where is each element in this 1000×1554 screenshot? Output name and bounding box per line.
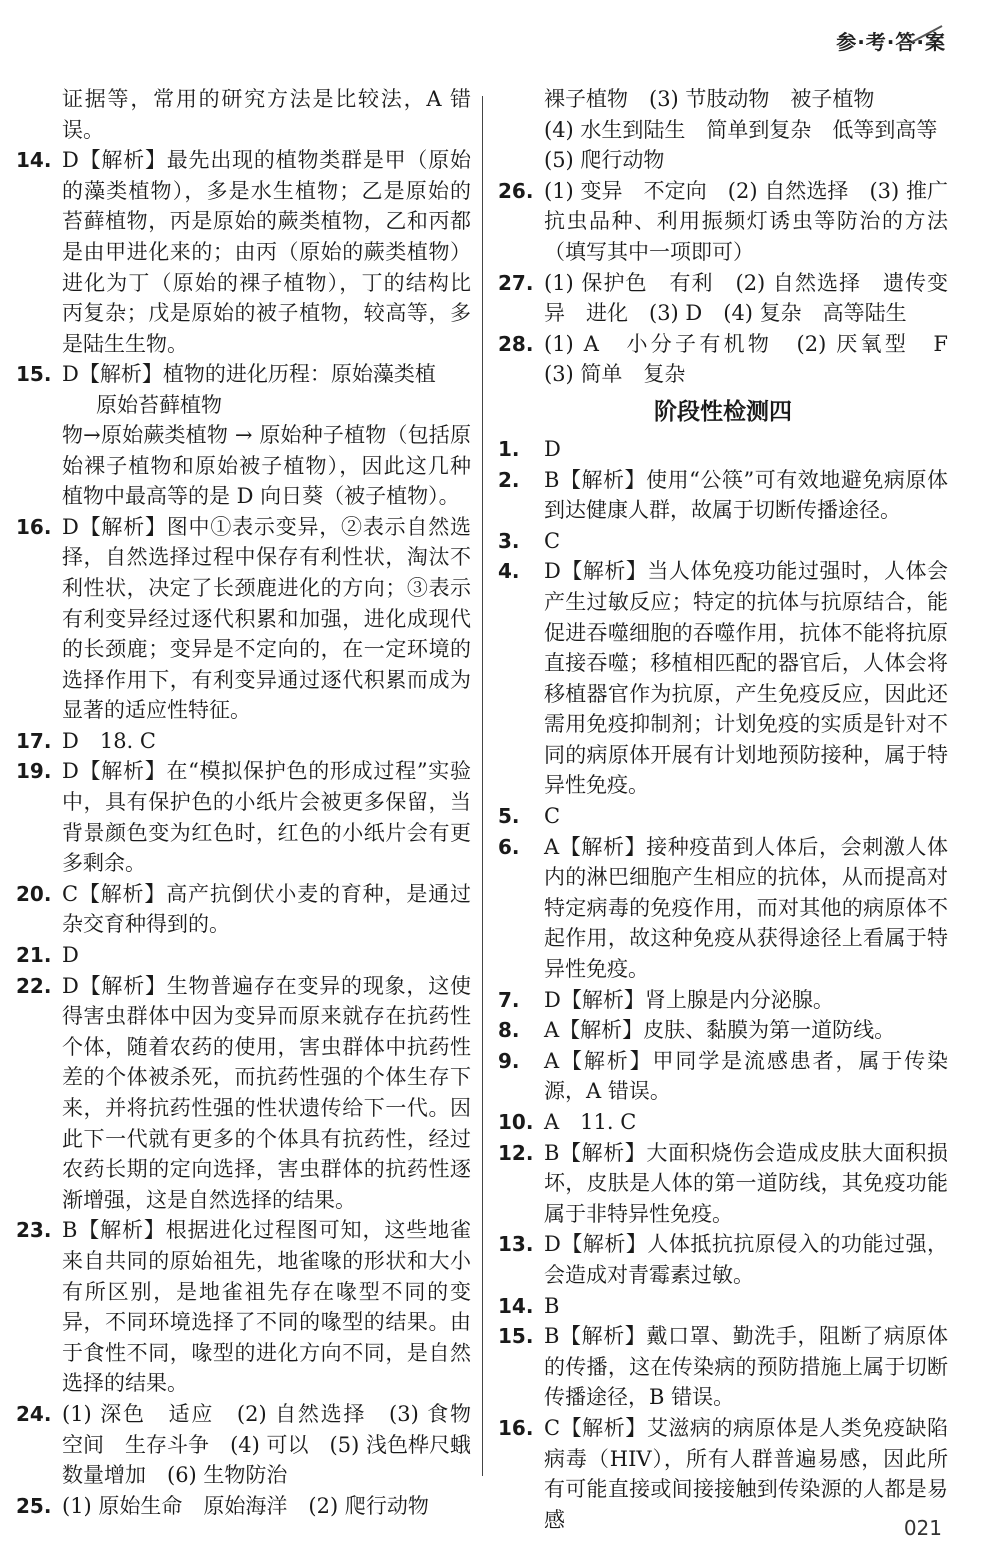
answer-text — [62, 1399, 492, 1491]
question-number: 12. — [498, 1140, 534, 1165]
answer-text-main: (1) 保护色 有利 (2) 自然选择 遗传变异 进化 (3) D (4) 复杂 高等陆生 — [544, 270, 948, 326]
answer-item — [498, 176, 948, 268]
answer-item — [498, 145, 948, 176]
answer-item — [16, 1215, 471, 1399]
answer-text — [544, 176, 948, 268]
answer-text-main: (5) 爬行动物 — [544, 148, 665, 173]
answer-text-main: 裸子植物 (3) 节肢动物 被子植物 — [544, 87, 875, 111]
answer-text-main: D【解析】图中①表示变异，②表示自然选择，自然选择过程中保存有利性状，淘汰不利性状，决定了长颈鹿进化的方向；③表示有利变异经过逐代积累和加强，进化成现代的长颈鹿；变异是不定向的，在一定环境的选择作用下，有利变异通过逐代积累而成为显著的适应性特征。 — [62, 514, 471, 723]
answer-text — [544, 556, 948, 801]
answer-text-main: (1) A 小分子有机物 (2) 厌氧型 F (3) 简单 复杂 — [544, 331, 969, 387]
answer-item — [16, 1399, 492, 1491]
answer-item — [498, 801, 948, 832]
question-number: 10. — [498, 1110, 534, 1134]
question-number: 8. — [498, 1018, 520, 1043]
question-number: 25. — [16, 1493, 52, 1518]
answer-text — [544, 526, 948, 557]
answer-item — [498, 115, 948, 146]
answer-item — [16, 879, 471, 940]
question-number: 20. — [16, 881, 52, 906]
answer-text — [62, 359, 471, 511]
answer-text-main: A【解析】皮肤、黏膜为第一道防线。 — [544, 1018, 896, 1043]
answer-text-main: D【解析】当人体免疫功能过强时，人体会产生过敏反应；特定的抗体与抗原结合，能促进吞噬细胞的吞噬作用，抗体不能将抗原直接吞噬；移植相匹配的器官后，人体会将移植器官作为抗原，产生免疫反应，因此还需用免疫抑制剂；计划免疫的实质是针对不同的病原体开展有计划地预防接种，属于特异性免疫。 — [544, 559, 948, 798]
answer-text-main: D【解析】最先出现的植物类群是甲（原始的藻类植物），多是水生植物；乙是原始的苔藓植物，丙是原始的蕨类植物，乙和丙都是由甲进化来的；由丙（原始的蕨类植物）进化为丁（原始的裸子植物），丁的结构比丙复杂；戊是原始的被子植物，较高等，多是陆生生物。 — [62, 148, 471, 356]
answer-text — [544, 1046, 948, 1107]
answer-item — [498, 985, 948, 1016]
question-number: 14. — [498, 1293, 534, 1318]
answer-text — [544, 329, 969, 390]
answer-item — [498, 1413, 948, 1535]
answer-text-main: A【解析】甲同学是流感患者，属于传染源，A 错误。 — [544, 1048, 948, 1104]
answer-text-main: A 11. C — [544, 1110, 637, 1134]
question-number: 16. — [498, 1415, 534, 1440]
question-number: 17. — [16, 728, 52, 753]
answer-item — [16, 1491, 471, 1522]
answer-text-continued: 物→原始蕨类植物 → 原始种子植物（包括原始裸子植物和原始被子植物），因此这几种植物中最高等的是 D 向日葵（被子植物）。 — [62, 422, 471, 509]
answer-text-main: C【解析】艾滋病的病原体是人类免疫缺陷病毒（HIV），所有人群普遍易感，因此所有可能直接或间接接触到传染源的人都是易感 — [544, 1415, 948, 1532]
answer-text-main: D 18. C — [62, 728, 156, 753]
answer-item — [16, 359, 471, 511]
answer-text — [544, 1107, 948, 1138]
question-number: 24. — [16, 1401, 52, 1426]
question-number: 26. — [498, 178, 534, 203]
answer-text-main: 证据等，常用的研究方法是比较法，A 错误。 — [62, 87, 471, 142]
answer-text — [544, 84, 948, 115]
answer-item — [498, 329, 969, 390]
answer-item — [498, 1321, 948, 1413]
answer-text — [544, 268, 948, 329]
answer-text-main: B — [544, 1293, 560, 1318]
answer-text — [62, 971, 471, 1216]
answer-item — [498, 556, 948, 801]
question-number: 1. — [498, 436, 520, 461]
answer-text-main: B【解析】使用“公筷”可有效地避免病原体到达健康人群，故属于切断传播途径。 — [544, 467, 948, 523]
question-number: 9. — [498, 1048, 520, 1073]
answer-item — [16, 145, 471, 359]
answer-item — [498, 832, 948, 985]
answer-text — [62, 879, 471, 940]
question-number: 23. — [16, 1218, 52, 1243]
answer-text-main: D【解析】肾上腺是内分泌腺。 — [544, 987, 834, 1012]
answer-text — [62, 1491, 471, 1522]
answer-item — [498, 465, 948, 526]
answer-text — [62, 512, 471, 726]
answer-text — [544, 801, 948, 832]
header-title: 参·考·答·案 — [836, 30, 946, 54]
answer-text — [544, 115, 948, 146]
answer-text — [544, 1138, 948, 1230]
answer-text-main: (1) 变异 不定向 (2) 自然选择 (3) 推广抗虫品种、利用振频灯诱虫等防治的方法（填写其中一项即可） — [544, 178, 948, 264]
answer-text-main: D — [544, 436, 561, 461]
answer-text — [544, 1229, 948, 1290]
question-number: 14. — [16, 148, 52, 173]
answer-text-main: B【解析】根据进化过程图可知，这些地雀来自共同的原始祖先，地雀喙的形状和大小有所区别，是地雀祖先存在喙型不同的变异，不同环境选择了不同的喙型的结果。由于食性不同，喙型的进化方向不同，是自然选择的结果。 — [62, 1218, 471, 1396]
answer-item — [498, 1015, 948, 1046]
answer-text — [544, 145, 948, 176]
answer-text-main: C — [544, 528, 561, 553]
page-number: 021 — [903, 1516, 942, 1540]
answer-item — [16, 726, 471, 757]
answer-item — [498, 84, 948, 115]
answer-item — [16, 971, 471, 1216]
answer-item — [498, 1138, 948, 1230]
answer-text — [544, 985, 948, 1016]
answer-item — [16, 756, 471, 878]
answer-item — [16, 512, 471, 726]
question-number: 28. — [498, 331, 534, 356]
answer-text — [544, 1015, 948, 1046]
question-number: 15. — [498, 1324, 534, 1349]
question-number: 2. — [498, 467, 520, 492]
column-divider — [482, 96, 483, 1476]
answer-item — [498, 526, 948, 557]
answer-text-main: (1) 深色 适应 (2) 自然选择 (3) 食物 空间 生存斗争 (4) 可以 (5) 浅色桦尺蛾数量增加 (6) 生物防治 — [62, 1401, 492, 1488]
answer-item — [16, 940, 471, 971]
answer-text — [62, 145, 471, 359]
question-number: 4. — [498, 559, 520, 584]
left-column — [16, 84, 492, 1518]
evolution-branch-label: 原始苔藓植物 — [96, 392, 222, 417]
answer-item — [498, 1046, 948, 1107]
answer-text-main: (4) 水生到陆生 简单到复杂 低等到高等 — [544, 117, 938, 142]
question-number: 7. — [498, 987, 520, 1012]
question-number: 21. — [16, 943, 52, 968]
answer-item — [498, 1229, 948, 1290]
answer-text-main: B【解析】大面积烧伤会造成皮肤大面积损坏，皮肤是人体的第一道防线，其免疫功能属于非特异性免疫。 — [544, 1140, 948, 1226]
question-number: 27. — [498, 270, 534, 295]
answer-text-main: C — [544, 804, 561, 829]
question-number: 22. — [16, 973, 52, 998]
section-title: 阶段性检测四 — [654, 398, 792, 425]
answer-text-main: B【解析】戴口罩、勤洗手，阻断了病原体的传播，这在传染病的预防措施上属于切断传播途径，B 错误。 — [544, 1324, 948, 1410]
answer-item — [16, 84, 471, 145]
question-number: 3. — [498, 528, 520, 553]
answer-item — [498, 1107, 948, 1138]
answer-text — [544, 832, 948, 985]
answer-text — [62, 1215, 471, 1399]
question-number: 19. — [16, 759, 52, 784]
question-number: 6. — [498, 834, 520, 859]
answer-text-main: D【解析】在“模拟保护色的形成过程”实验中，具有保护色的小纸片会被更多保留，当背景颜色变为红色时，红色的小纸片会有更多剩余。 — [62, 759, 471, 876]
answer-text-main: D【解析】植物的进化历程：原始藻类植 — [62, 362, 436, 387]
answer-text — [544, 1291, 948, 1322]
question-number: 15. — [16, 362, 52, 387]
question-number: 13. — [498, 1232, 534, 1257]
answer-item — [498, 268, 948, 329]
answer-text-main: C【解析】高产抗倒伏小麦的育种，是通过杂交育种得到的。 — [62, 881, 471, 937]
answer-item — [498, 434, 948, 465]
answer-text — [62, 940, 471, 971]
answer-text — [544, 1413, 948, 1535]
answer-text-main: D【解析】生物普遍存在变异的现象，这使得害虫群体中因为变异而原来就存在抗药性个体，随着农药的使用，害虫群体中抗药性差的个体被杀死，而抗药性强的个体生存下来，并将抗药性强的性状遗传给下一代。因此下一代就有更多的个体具有抗药性，经过农药长期的定向选择，害虫群体的抗药性逐渐增强，这是自然选择的结果。 — [62, 973, 471, 1212]
answer-text-main: D【解析】人体抵抗抗原侵入的功能过强，会造成对青霉素过敏。 — [544, 1232, 948, 1287]
answer-text — [544, 1321, 948, 1413]
answer-item — [498, 1291, 948, 1322]
answer-text — [62, 726, 471, 757]
answer-text — [544, 434, 948, 465]
answer-text-main: A【解析】接种疫苗到人体后，会刺激人体内的淋巴细胞产生相应的抗体，从而提高对特定病毒的免疫作用，而对其他的病原体不起作用，故这种免疫从获得途径上看属于特异性免疫。 — [544, 834, 948, 982]
answer-text — [62, 756, 471, 878]
answer-text-main: (1) 原始生命 原始海洋 (2) 爬行动物 — [62, 1493, 429, 1518]
answer-text — [544, 465, 948, 526]
answer-text-main: D — [62, 943, 79, 968]
question-number: 5. — [498, 804, 520, 829]
answer-text — [62, 84, 471, 145]
question-number: 16. — [16, 514, 52, 539]
